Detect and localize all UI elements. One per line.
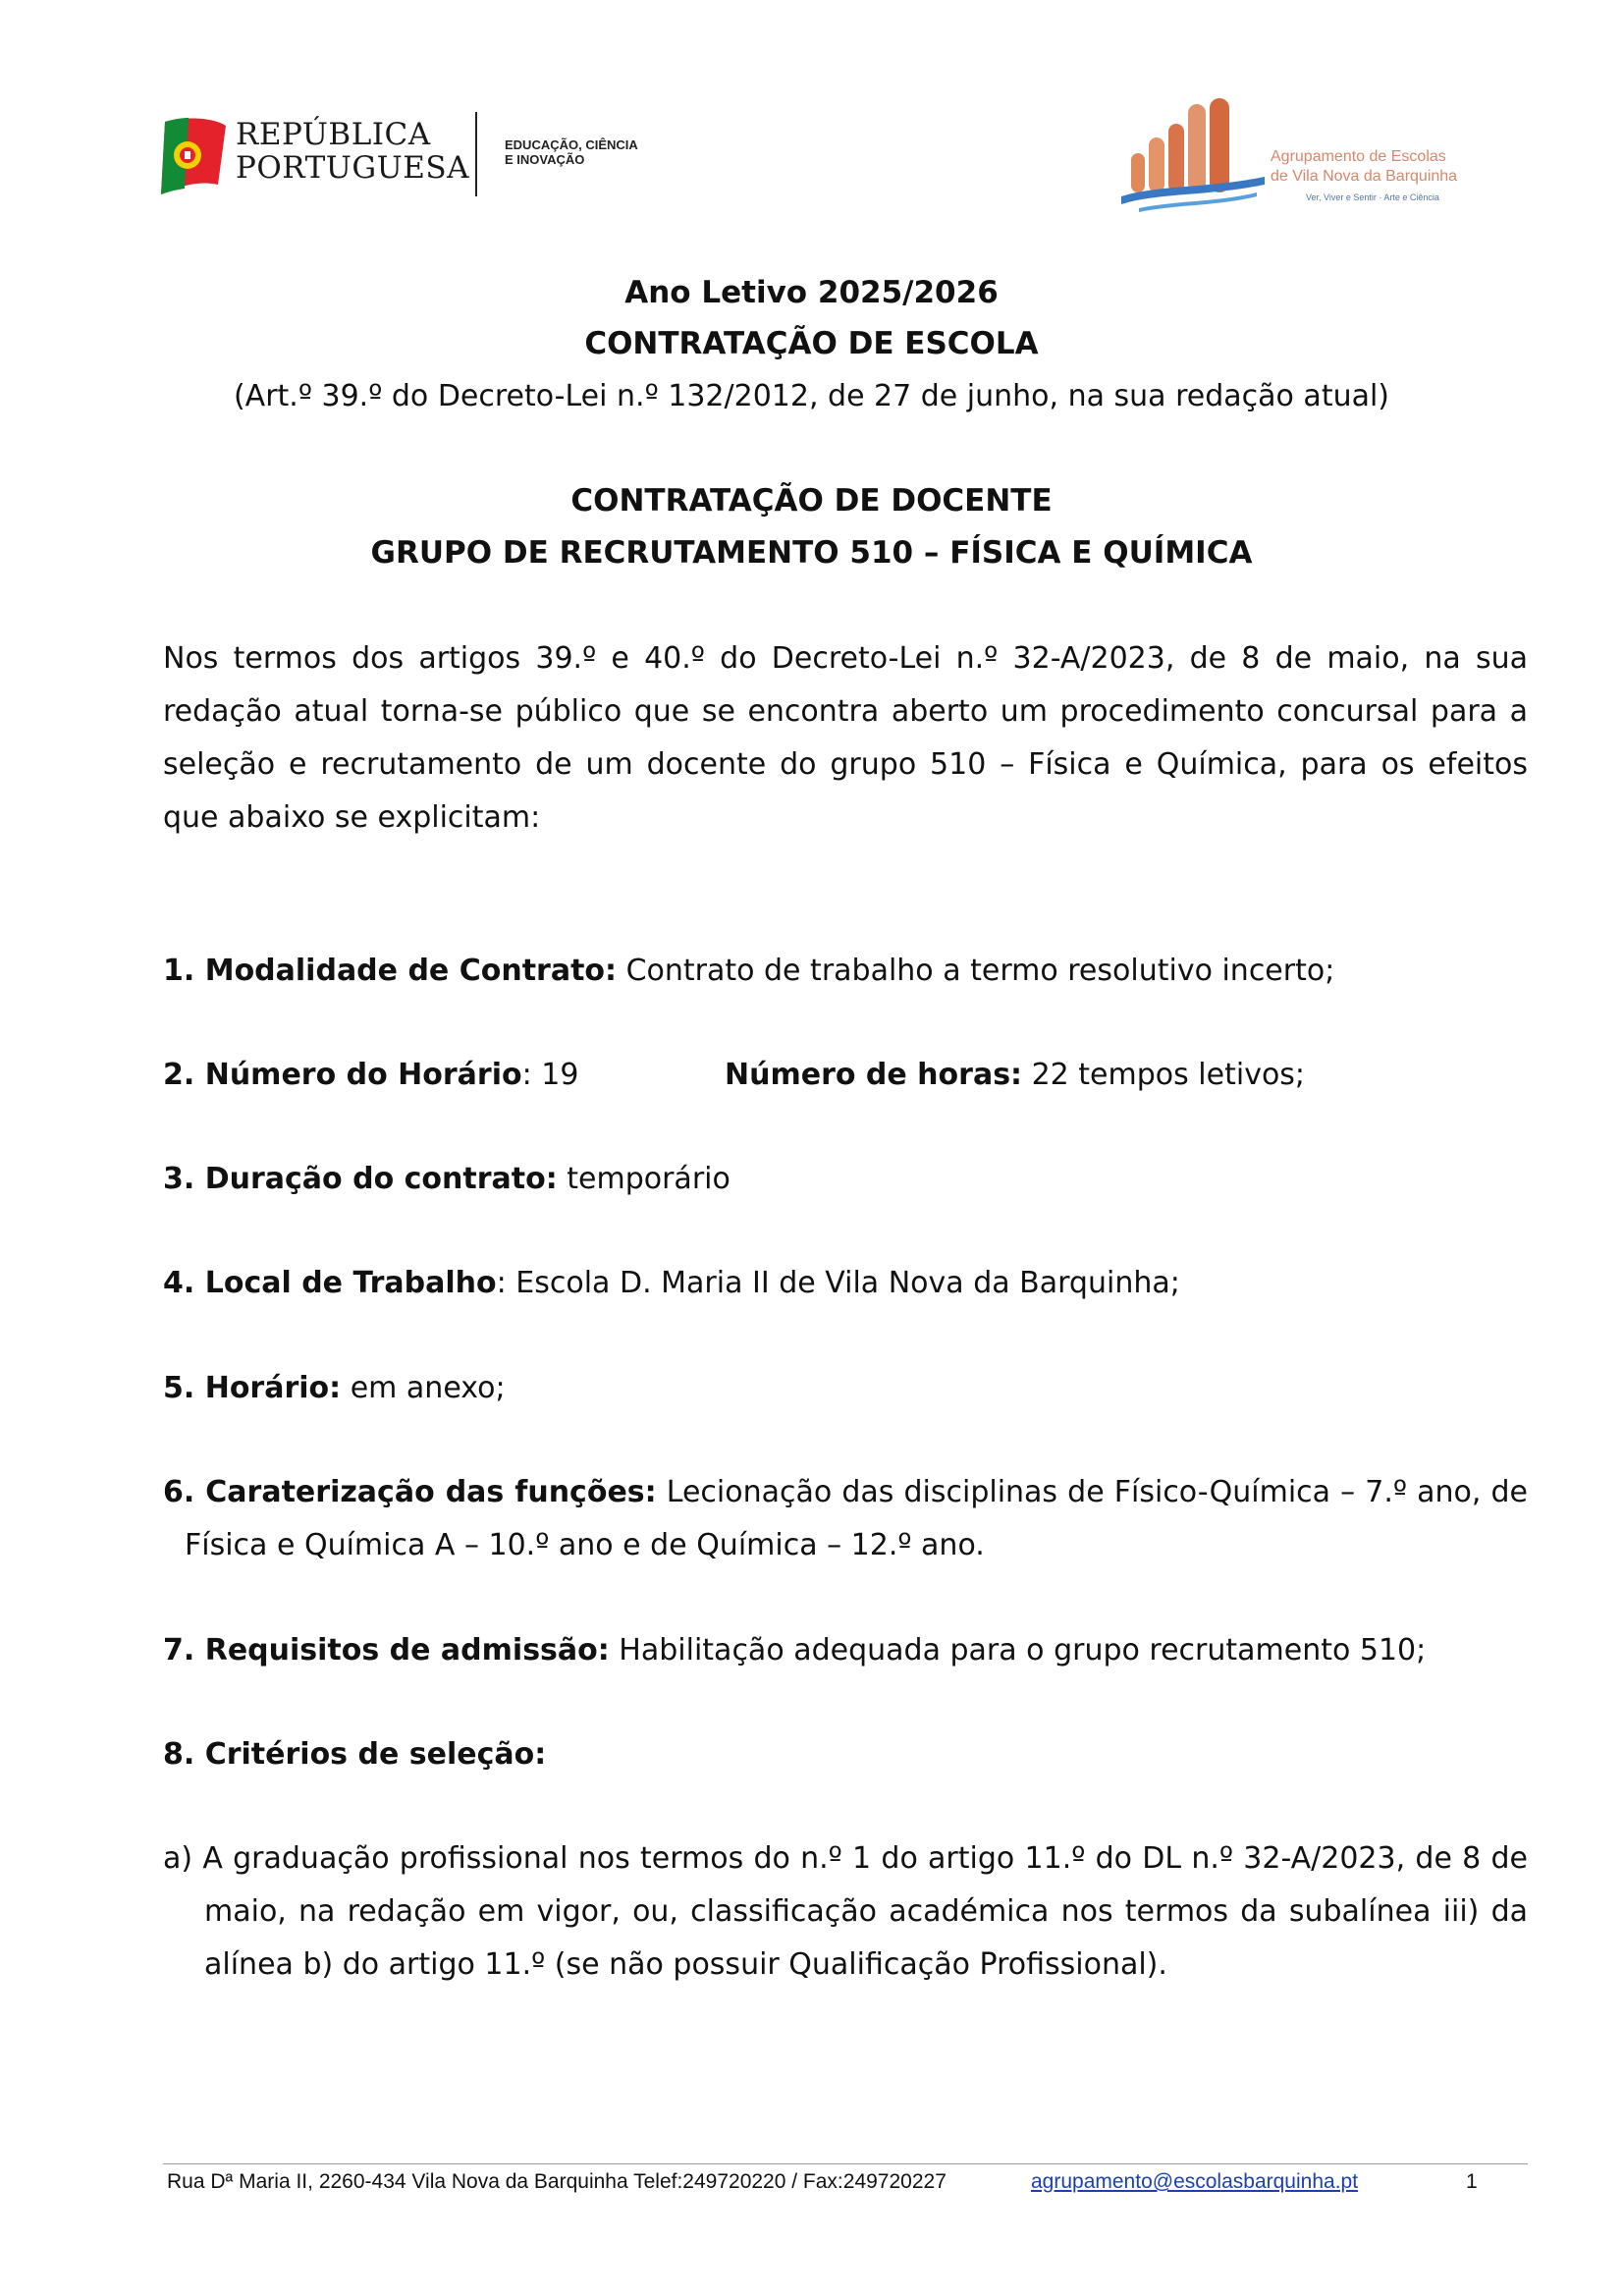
legal-reference: (Art.º 39.º do Decreto-Lei n.º 132/2012, de 27 de junho, na sua redação atual) <box>233 379 1390 413</box>
criterion-a-first-line: a) A graduação profissional nos termos do n.º 1 do artigo 11.º do DL n.º 32-A/2023, de 8 de <box>163 1841 1528 1876</box>
item-criterios <box>163 1728 546 1781</box>
republica-line-1: REPÚBLICA <box>236 117 431 152</box>
item-6-value: Lecionação das disciplinas de Físico-Química – 7.º ano, de <box>656 1475 1528 1509</box>
docente-title: CONTRATAÇÃO DE DOCENTE <box>570 483 1053 519</box>
item-3-label: 3. Duração do contrato: <box>163 1162 558 1196</box>
school-name-line-1: Agrupamento de Escolas <box>1271 148 1446 165</box>
item-caraterizacao <box>163 1466 1528 1572</box>
footer-email-link[interactable]: agrupamento@escolasbarquinha.pt <box>1031 2170 1359 2193</box>
school-name <box>1271 147 1457 187</box>
republica-portuguesa-logo <box>157 116 228 196</box>
item-5-label: 5. Horário: <box>163 1371 342 1405</box>
item-6-label: 6. Caraterização das funções: <box>163 1475 657 1509</box>
item-2b-value: 22 tempos letivos; <box>1022 1058 1306 1092</box>
item-1-label: 1. Modalidade de Contrato: <box>163 954 618 988</box>
item-5-value: em anexo; <box>341 1371 506 1405</box>
grupo-title: GRUPO DE RECRUTAMENTO 510 – FÍSICA E QUÍMICA <box>370 535 1253 571</box>
school-name-line-2: de Vila Nova da Barquinha <box>1271 168 1458 185</box>
footer-divider <box>163 2163 1528 2164</box>
republica-portuguesa-title <box>236 118 469 185</box>
ministry-line-1: EDUCAÇÃO, CIÊNCIA <box>505 137 638 152</box>
item-8-label: 8. Critérios de seleção: <box>163 1737 547 1772</box>
item-4-value: : Escola D. Maria II de Vila Nova da Barquinha; <box>496 1266 1180 1300</box>
footer-address: Rua Dª Maria II, 2260-434 Vila Nova da Barquinha Telef:249720220 / Fax:249720227 <box>167 2170 947 2193</box>
ministry-label <box>505 137 638 167</box>
school-year-title: Ano Letivo 2025/2026 <box>624 275 999 310</box>
contract-title: CONTRATAÇÃO DE ESCOLA <box>584 326 1039 361</box>
item-numero-horas <box>725 1049 1305 1102</box>
criterion-a-rest: maio, na redação em vigor, ou, classificação académica nos termos da subalínea iii) da alínea b) do artigo 11.º (se não possuir Qualificação Profissional). <box>204 1894 1528 1982</box>
item-local <box>163 1257 1180 1310</box>
republica-line-2: PORTUGUESA <box>236 150 470 186</box>
agrupamento-escolas-logo <box>1119 94 1267 218</box>
school-motto: Ver, Viver e Sentir · Arte e Ciência <box>1306 192 1439 202</box>
item-modalidade <box>163 945 1334 998</box>
header-divider <box>475 112 477 196</box>
item-4-label: 4. Local de Trabalho <box>163 1266 497 1300</box>
item-requisitos <box>163 1624 1426 1677</box>
item-7-value: Habilitação adequada para o grupo recrutamento 510; <box>609 1633 1427 1667</box>
page-number: 1 <box>1466 2170 1478 2193</box>
item-6-continuation: Física e Química A – 10.º ano e de Química – 12.º ano. <box>185 1528 985 1562</box>
item-numero-horario <box>163 1049 578 1102</box>
item-2-label: 2. Número do Horário <box>163 1058 522 1092</box>
ministry-line-2: E INOVAÇÃO <box>505 152 585 167</box>
item-horario <box>163 1362 506 1415</box>
item-7-label: 7. Requisitos de admissão: <box>163 1633 610 1667</box>
item-3-value: temporário <box>557 1162 730 1196</box>
item-2b-label: Número de horas: <box>725 1058 1023 1092</box>
item-1-value: Contrato de trabalho a termo resolutivo incerto; <box>617 954 1335 988</box>
intro-paragraph: Nos termos dos artigos 39.º e 40.º do Decreto-Lei n.º 32-A/2023, de 8 de maio, na sua redação atual torna-se público que se encontra aberto um procedimento concursal para a seleção e recrutamento de um docente do grupo 510 – Física e Química, para os efeitos que abaixo se explicitam: <box>163 641 1528 835</box>
item-2-value: : 19 <box>521 1058 579 1092</box>
criterion-a <box>163 1832 1528 1992</box>
item-duracao <box>163 1153 730 1206</box>
